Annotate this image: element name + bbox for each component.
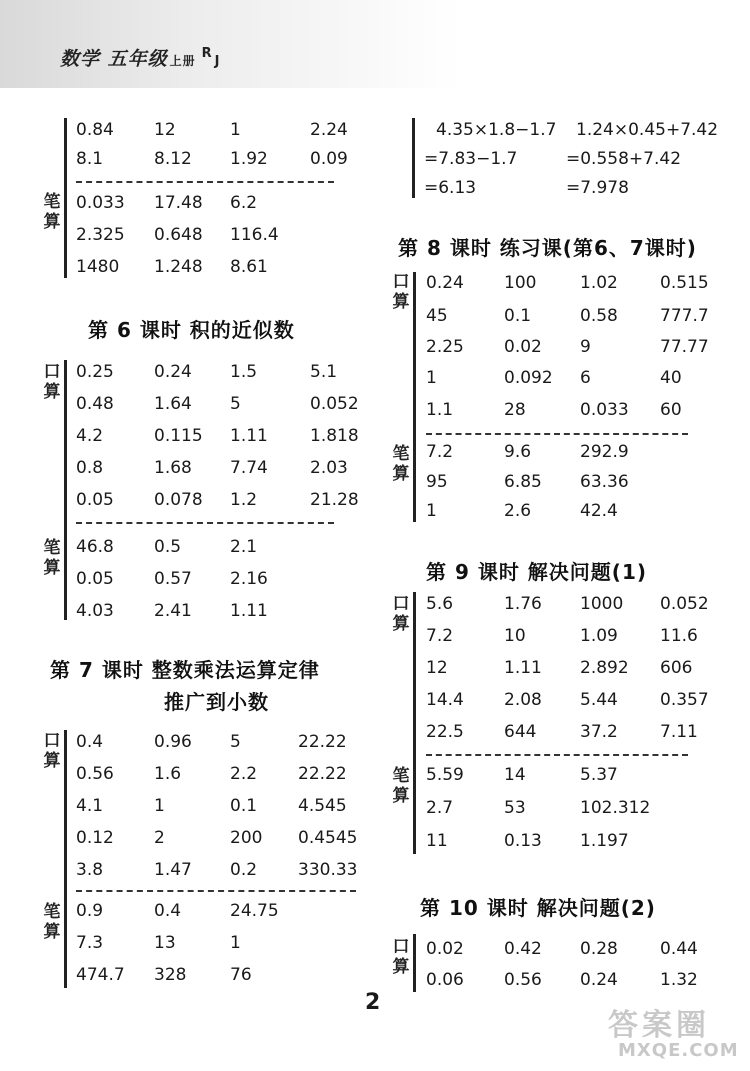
cell: 0.9 bbox=[76, 901, 104, 921]
cell: 644 bbox=[504, 722, 537, 742]
cell: 42.4 bbox=[580, 501, 618, 521]
cell: 1 bbox=[154, 796, 165, 816]
cell: 1.76 bbox=[504, 594, 542, 614]
cell: 1 bbox=[426, 368, 437, 388]
lesson6-written-label: 笔算 bbox=[43, 538, 61, 578]
cell: 8.1 bbox=[76, 149, 104, 169]
lesson7-oral-label: 口算 bbox=[43, 731, 61, 771]
cell: 2.7 bbox=[426, 798, 454, 818]
cell: 0.13 bbox=[504, 831, 542, 851]
cell: 5.1 bbox=[310, 362, 338, 382]
cell: 0.052 bbox=[660, 594, 709, 614]
cell: 4.35×1.8−1.7 bbox=[436, 120, 557, 140]
cell: 13 bbox=[154, 933, 176, 953]
cell: 1.68 bbox=[154, 458, 192, 478]
cell: 22.22 bbox=[298, 764, 347, 784]
cell: 77.77 bbox=[660, 337, 709, 357]
cell: 5.44 bbox=[580, 690, 618, 710]
cell: 0.25 bbox=[76, 362, 114, 382]
cell: 14 bbox=[504, 765, 526, 785]
cell: 0.4 bbox=[154, 901, 182, 921]
cell: 11 bbox=[426, 831, 448, 851]
cell: 0.05 bbox=[76, 569, 114, 589]
cell: 1480 bbox=[76, 257, 120, 277]
page-number: 2 bbox=[365, 990, 381, 1015]
cell: 1.11 bbox=[504, 658, 542, 678]
cell: 1.2 bbox=[230, 490, 258, 510]
cell: 2.24 bbox=[310, 120, 348, 140]
cell: 76 bbox=[230, 965, 252, 985]
cell: 1.1 bbox=[426, 400, 454, 420]
cell: 0.09 bbox=[310, 149, 348, 169]
cell: 328 bbox=[154, 965, 187, 985]
header-title bbox=[60, 44, 221, 71]
lesson9-bracket bbox=[413, 592, 416, 854]
lesson10-title: 第 10 课时 解决问题(2) bbox=[420, 896, 656, 920]
cell: 1.47 bbox=[154, 860, 192, 880]
cell: 5.6 bbox=[426, 594, 454, 614]
cell: 0.033 bbox=[580, 400, 629, 420]
cell: 2 bbox=[154, 828, 165, 848]
cell: 22.5 bbox=[426, 722, 464, 742]
dashed-divider bbox=[76, 181, 334, 183]
cell: 5.59 bbox=[426, 765, 464, 785]
cell: 102.312 bbox=[580, 798, 651, 818]
cell: 606 bbox=[660, 658, 693, 678]
watermark-logo bbox=[600, 1000, 740, 1066]
watermark-line2: MXQE.COM bbox=[618, 1040, 739, 1061]
cell: 0.06 bbox=[426, 970, 464, 990]
cell: 45 bbox=[426, 306, 448, 326]
header-subject-grade: 数学 五年级 bbox=[60, 48, 168, 70]
cell: 200 bbox=[230, 828, 263, 848]
cell: 0.1 bbox=[504, 306, 532, 326]
cell: 1.32 bbox=[660, 970, 698, 990]
cell: =6.13 bbox=[424, 178, 477, 198]
cell: 2.2 bbox=[230, 764, 258, 784]
cell: 1.09 bbox=[580, 626, 618, 646]
cell: 330.33 bbox=[298, 860, 358, 880]
cell: 1.24×0.45+7.42 bbox=[576, 120, 719, 140]
cell: 5.37 bbox=[580, 765, 618, 785]
cell: 6 bbox=[580, 368, 591, 388]
lesson9-oral-label: 口算 bbox=[392, 594, 410, 634]
dashed-divider bbox=[426, 433, 688, 435]
cell: 2.08 bbox=[504, 690, 542, 710]
cell: 53 bbox=[504, 798, 526, 818]
cell: 0.8 bbox=[76, 458, 104, 478]
cell: 21.28 bbox=[310, 490, 359, 510]
cell: 1.11 bbox=[230, 426, 268, 446]
cell: 3.8 bbox=[76, 860, 104, 880]
cell: 17.48 bbox=[154, 193, 203, 213]
cell: 0.58 bbox=[580, 306, 618, 326]
header-volume: 上册 bbox=[169, 54, 196, 68]
cell: 2.25 bbox=[426, 337, 464, 357]
cell: 1.92 bbox=[230, 149, 268, 169]
lesson6-bracket bbox=[64, 360, 67, 620]
cell: 0.092 bbox=[504, 368, 553, 388]
cell: 116.4 bbox=[230, 225, 279, 245]
cell: 37.2 bbox=[580, 722, 618, 742]
cell: 2.6 bbox=[504, 501, 532, 521]
cell: 0.357 bbox=[660, 690, 709, 710]
cell: =0.558+7.42 bbox=[566, 149, 682, 169]
cell: 4.03 bbox=[76, 601, 114, 621]
cell: 0.28 bbox=[580, 939, 618, 959]
cell: 8.12 bbox=[154, 149, 192, 169]
cell: 0.96 bbox=[154, 732, 192, 752]
cell: 46.8 bbox=[76, 537, 114, 557]
cell: 0.515 bbox=[660, 273, 709, 293]
cell: 0.56 bbox=[504, 970, 542, 990]
cell: 2.03 bbox=[310, 458, 348, 478]
cell: 1 bbox=[230, 120, 241, 140]
cell: 1000 bbox=[580, 594, 624, 614]
cell: 1 bbox=[230, 933, 241, 953]
cell: 1.197 bbox=[580, 831, 629, 851]
cell: 2.16 bbox=[230, 569, 268, 589]
cell: 4.1 bbox=[76, 796, 104, 816]
lesson10-oral-label: 口算 bbox=[392, 937, 410, 977]
cell: 1.248 bbox=[154, 257, 203, 277]
cell: 0.02 bbox=[426, 939, 464, 959]
cell: 0.115 bbox=[154, 426, 203, 446]
cell: 4.2 bbox=[76, 426, 104, 446]
cell: 0.24 bbox=[154, 362, 192, 382]
lesson7-written-label: 笔算 bbox=[43, 902, 61, 942]
dashed-divider bbox=[426, 754, 688, 756]
lesson8-title: 第 8 课时 练习课(第6、7课时) bbox=[398, 236, 697, 260]
cell: 63.36 bbox=[580, 472, 629, 492]
lesson9-title: 第 9 课时 解决问题(1) bbox=[426, 560, 648, 584]
cell: 1.818 bbox=[310, 426, 359, 446]
dashed-divider bbox=[76, 890, 356, 892]
page-header bbox=[0, 0, 750, 88]
cell: 6.2 bbox=[230, 193, 258, 213]
cell: 7.3 bbox=[76, 933, 104, 953]
cell: 60 bbox=[660, 400, 682, 420]
lesson7-title-line1: 第 7 课时 整数乘法运算定律 bbox=[50, 658, 320, 682]
cell: 7.2 bbox=[426, 442, 454, 462]
cell: 95 bbox=[426, 472, 448, 492]
cell: 9.6 bbox=[504, 442, 532, 462]
cell: 12 bbox=[426, 658, 448, 678]
cell: =7.83−1.7 bbox=[424, 149, 518, 169]
cell: 2.325 bbox=[76, 225, 125, 245]
cell: 100 bbox=[504, 273, 537, 293]
left-top-written-label: 笔算 bbox=[43, 192, 61, 232]
header-edition-j: J bbox=[214, 54, 221, 69]
cell: 0.42 bbox=[504, 939, 542, 959]
lesson9-written-label: 笔算 bbox=[392, 766, 410, 806]
lesson6-title: 第 6 课时 积的近似数 bbox=[88, 318, 295, 342]
cell: 5 bbox=[230, 732, 241, 752]
cell: 0.12 bbox=[76, 828, 114, 848]
cell: 1.5 bbox=[230, 362, 258, 382]
cell: 1 bbox=[426, 501, 437, 521]
lesson6-oral-label: 口算 bbox=[43, 362, 61, 402]
cell: 1.6 bbox=[154, 764, 182, 784]
cell: 474.7 bbox=[76, 965, 125, 985]
cell: 40 bbox=[660, 368, 682, 388]
cell: 1.11 bbox=[230, 601, 268, 621]
cell: 0.56 bbox=[76, 764, 114, 784]
cell: 0.24 bbox=[580, 970, 618, 990]
lesson7-title-line2: 推广到小数 bbox=[164, 690, 269, 714]
cell: 2.892 bbox=[580, 658, 629, 678]
cell: 2.41 bbox=[154, 601, 192, 621]
cell: 292.9 bbox=[580, 442, 629, 462]
cell: 0.033 bbox=[76, 193, 125, 213]
cell: 777.7 bbox=[660, 306, 709, 326]
lesson8-written-label: 笔算 bbox=[392, 444, 410, 484]
lesson8-oral-label: 口算 bbox=[392, 272, 410, 312]
cell: 14.4 bbox=[426, 690, 464, 710]
cell: 0.02 bbox=[504, 337, 542, 357]
cell: 0.05 bbox=[76, 490, 114, 510]
cell: 7.74 bbox=[230, 458, 268, 478]
cell: 8.61 bbox=[230, 257, 268, 277]
cell: 0.1 bbox=[230, 796, 258, 816]
cell: 2.1 bbox=[230, 537, 258, 557]
cell: 0.44 bbox=[660, 939, 698, 959]
left-top-bracket bbox=[64, 118, 67, 278]
cell: 0.84 bbox=[76, 120, 114, 140]
cell: 11.6 bbox=[660, 626, 698, 646]
cell: 0.4545 bbox=[298, 828, 358, 848]
cell: 22.22 bbox=[298, 732, 347, 752]
cell: 0.24 bbox=[426, 273, 464, 293]
dashed-divider bbox=[76, 522, 334, 524]
lesson10-bracket bbox=[413, 934, 416, 992]
cell: 0.4 bbox=[76, 732, 104, 752]
cell: 0.57 bbox=[154, 569, 192, 589]
cell: 1.64 bbox=[154, 394, 192, 414]
lesson7-bracket bbox=[64, 730, 67, 988]
cell: 9 bbox=[580, 337, 591, 357]
cell: 7.11 bbox=[660, 722, 698, 742]
cell: 24.75 bbox=[230, 901, 279, 921]
cell: 0.2 bbox=[230, 860, 258, 880]
cell: 0.052 bbox=[310, 394, 359, 414]
cell: 4.545 bbox=[298, 796, 347, 816]
cell: 7.2 bbox=[426, 626, 454, 646]
cell: 0.078 bbox=[154, 490, 203, 510]
cell: 1.02 bbox=[580, 273, 618, 293]
cell: 0.5 bbox=[154, 537, 182, 557]
cell: 12 bbox=[154, 120, 176, 140]
cell: =7.978 bbox=[566, 178, 629, 198]
cell: 6.85 bbox=[504, 472, 542, 492]
cell: 0.648 bbox=[154, 225, 203, 245]
watermark-line1: 答案圈 bbox=[608, 1008, 710, 1043]
lesson8-bracket bbox=[413, 272, 416, 522]
cell: 28 bbox=[504, 400, 526, 420]
cell: 0.48 bbox=[76, 394, 114, 414]
cell: 5 bbox=[230, 394, 241, 414]
cell: 10 bbox=[504, 626, 526, 646]
right-top-bracket bbox=[412, 118, 415, 198]
header-edition-r: R bbox=[201, 46, 213, 61]
